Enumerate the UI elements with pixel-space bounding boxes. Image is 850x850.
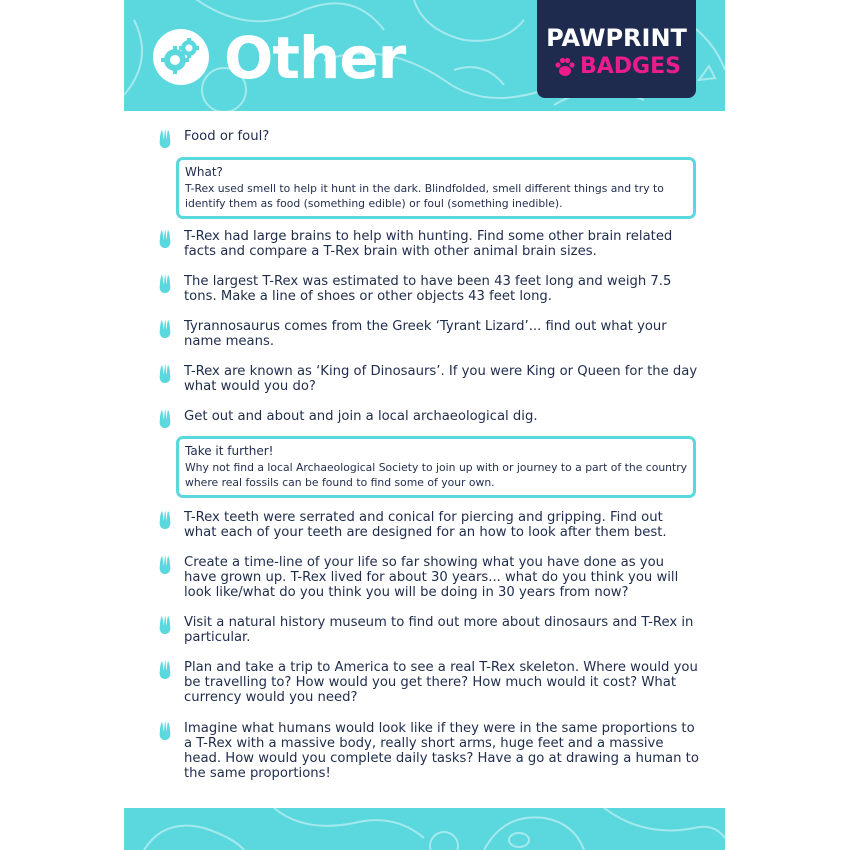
footer-banner xyxy=(124,808,725,850)
item-text: Imagine what humans would look like if they were in the same proportions to a T-Rex with a massive body, really short arms, huge feet and a massive head. How would you complete daily tasks? Have a go at drawing a human to the same proportions! xyxy=(184,721,699,781)
item-text: T-Rex are known as ‘King of Dinosaurs’. If you were King or Queen for the day what would you do? xyxy=(184,364,698,394)
dino-claw-icon xyxy=(155,409,175,429)
item-text: T-Rex had large brains to help with hunting. Find some other brain related facts and compare a T-Rex brain with other animal brain sizes. xyxy=(184,229,673,259)
dino-claw-icon xyxy=(155,721,175,741)
paw-icon xyxy=(554,56,576,78)
dino-claw-icon xyxy=(155,319,175,339)
item-text: Create a time-line of your life so far showing what you have done as you have grown up. T-Rex lived for about 30 years... what do you think you will look like/what do you think you will be doing in 30 years from now? xyxy=(184,555,679,600)
dino-claw-icon xyxy=(155,660,175,680)
box-text: T-Rex used smell to help it hunt in the dark. Blindfolded, smell different things and try to identify them as food (something edible) or foul (something inedible). xyxy=(185,182,664,210)
box-text: Why not find a local Archaeological Society to join up with or journey to a part of the country where real fossils can be found to find some of your own. xyxy=(185,461,688,489)
dino-claw-icon xyxy=(155,615,175,635)
item-text: Food or foul? xyxy=(184,129,270,144)
logo-line2: BADGES xyxy=(580,54,681,79)
pawprint-badges-logo xyxy=(537,0,696,98)
item-text: The largest T-Rex was estimated to have been 43 feet long and weigh 7.5 tons. Make a line of shoes or other objects 43 feet long. xyxy=(184,274,672,304)
gears-icon xyxy=(153,29,209,85)
dino-claw-icon xyxy=(155,274,175,294)
dino-claw-icon xyxy=(155,229,175,249)
header-banner xyxy=(124,0,725,111)
item-text: Get out and about and join a local archaeological dig. xyxy=(184,409,538,424)
dino-claw-icon xyxy=(155,364,175,384)
dino-pattern-decoration xyxy=(124,808,725,850)
item-text: Tyrannosaurus comes from the Greek ‘Tyrant Lizard’... find out what your name means. xyxy=(184,319,667,349)
take-it-further-box xyxy=(176,436,696,498)
dino-claw-icon xyxy=(155,129,175,149)
dino-claw-icon xyxy=(155,555,175,575)
badge-page xyxy=(124,0,725,850)
box-title: Take it further! xyxy=(185,444,274,458)
logo-line1: PAWPRINT xyxy=(546,24,687,52)
page-title: Other xyxy=(224,24,406,92)
dino-claw-icon xyxy=(155,510,175,530)
item-text: T-Rex teeth were serrated and conical for piercing and gripping. Find out what each of your teeth are designed for an how to look after them best. xyxy=(184,510,667,540)
item-text: Plan and take a trip to America to see a real T-Rex skeleton. Where would you be travelling to? How would you get there? How much would it cost? What currency would you need? xyxy=(184,660,698,705)
item-text: Visit a natural history museum to find out more about dinosaurs and T-Rex in particular. xyxy=(184,615,694,645)
what-info-box xyxy=(176,157,696,219)
box-title: What? xyxy=(185,165,223,179)
